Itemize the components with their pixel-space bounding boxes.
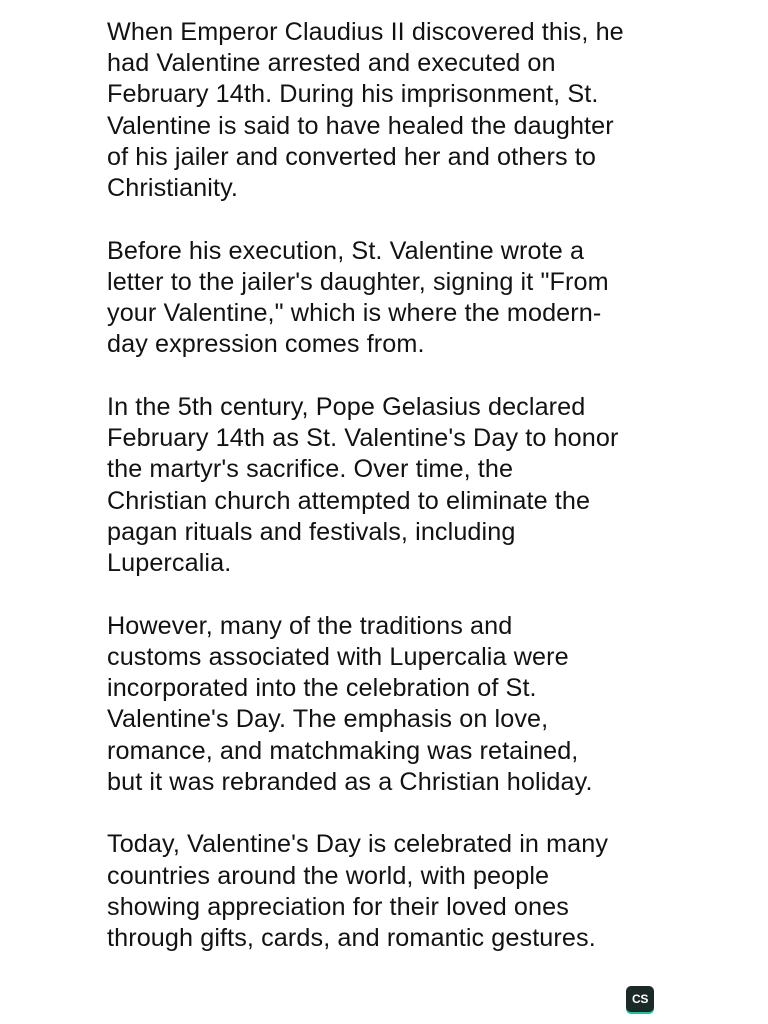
paragraph-letter: Before his execution, St. Valentine wrote a letter to the jailer's daughter, signing it "From your Valentine," which is where the modern- day expression comes from.: [107, 236, 609, 359]
paragraph-lupercalia-traditions: However, many of the traditions and customs associated with Lupercalia were incorporated into the celebration of St. Valentine's Day. The emphasis on love, romance, and matchmaking was retained, but it was rebranded as a Christian holiday.: [107, 611, 593, 796]
paragraph-today: Today, Valentine's Day is celebrated in many countries around the world, with people showing appreciation for their loved ones through gifts, cards, and romantic gestures.: [107, 830, 609, 953]
watermark-text: CS: [631, 992, 649, 1006]
document-body: [107, 17, 667, 954]
paragraph-pope-gelasius: In the 5th century, Pope Gelasius declared February 14th as St. Valentine's Day to honor the martyr's sacrifice. Over time, the Christian church attempted to eliminate the pagan rituals and festivals, including Lupercalia.: [107, 393, 619, 578]
paragraph-claudius-arrest: When Emperor Claudius II discovered this, he had Valentine arrested and executed on February 14th. During his imprisonment, St. Valentine is said to have healed the daughter of his jailer and converted her and others to Christianity.: [107, 18, 624, 203]
camscanner-logo-icon: [626, 986, 654, 1012]
